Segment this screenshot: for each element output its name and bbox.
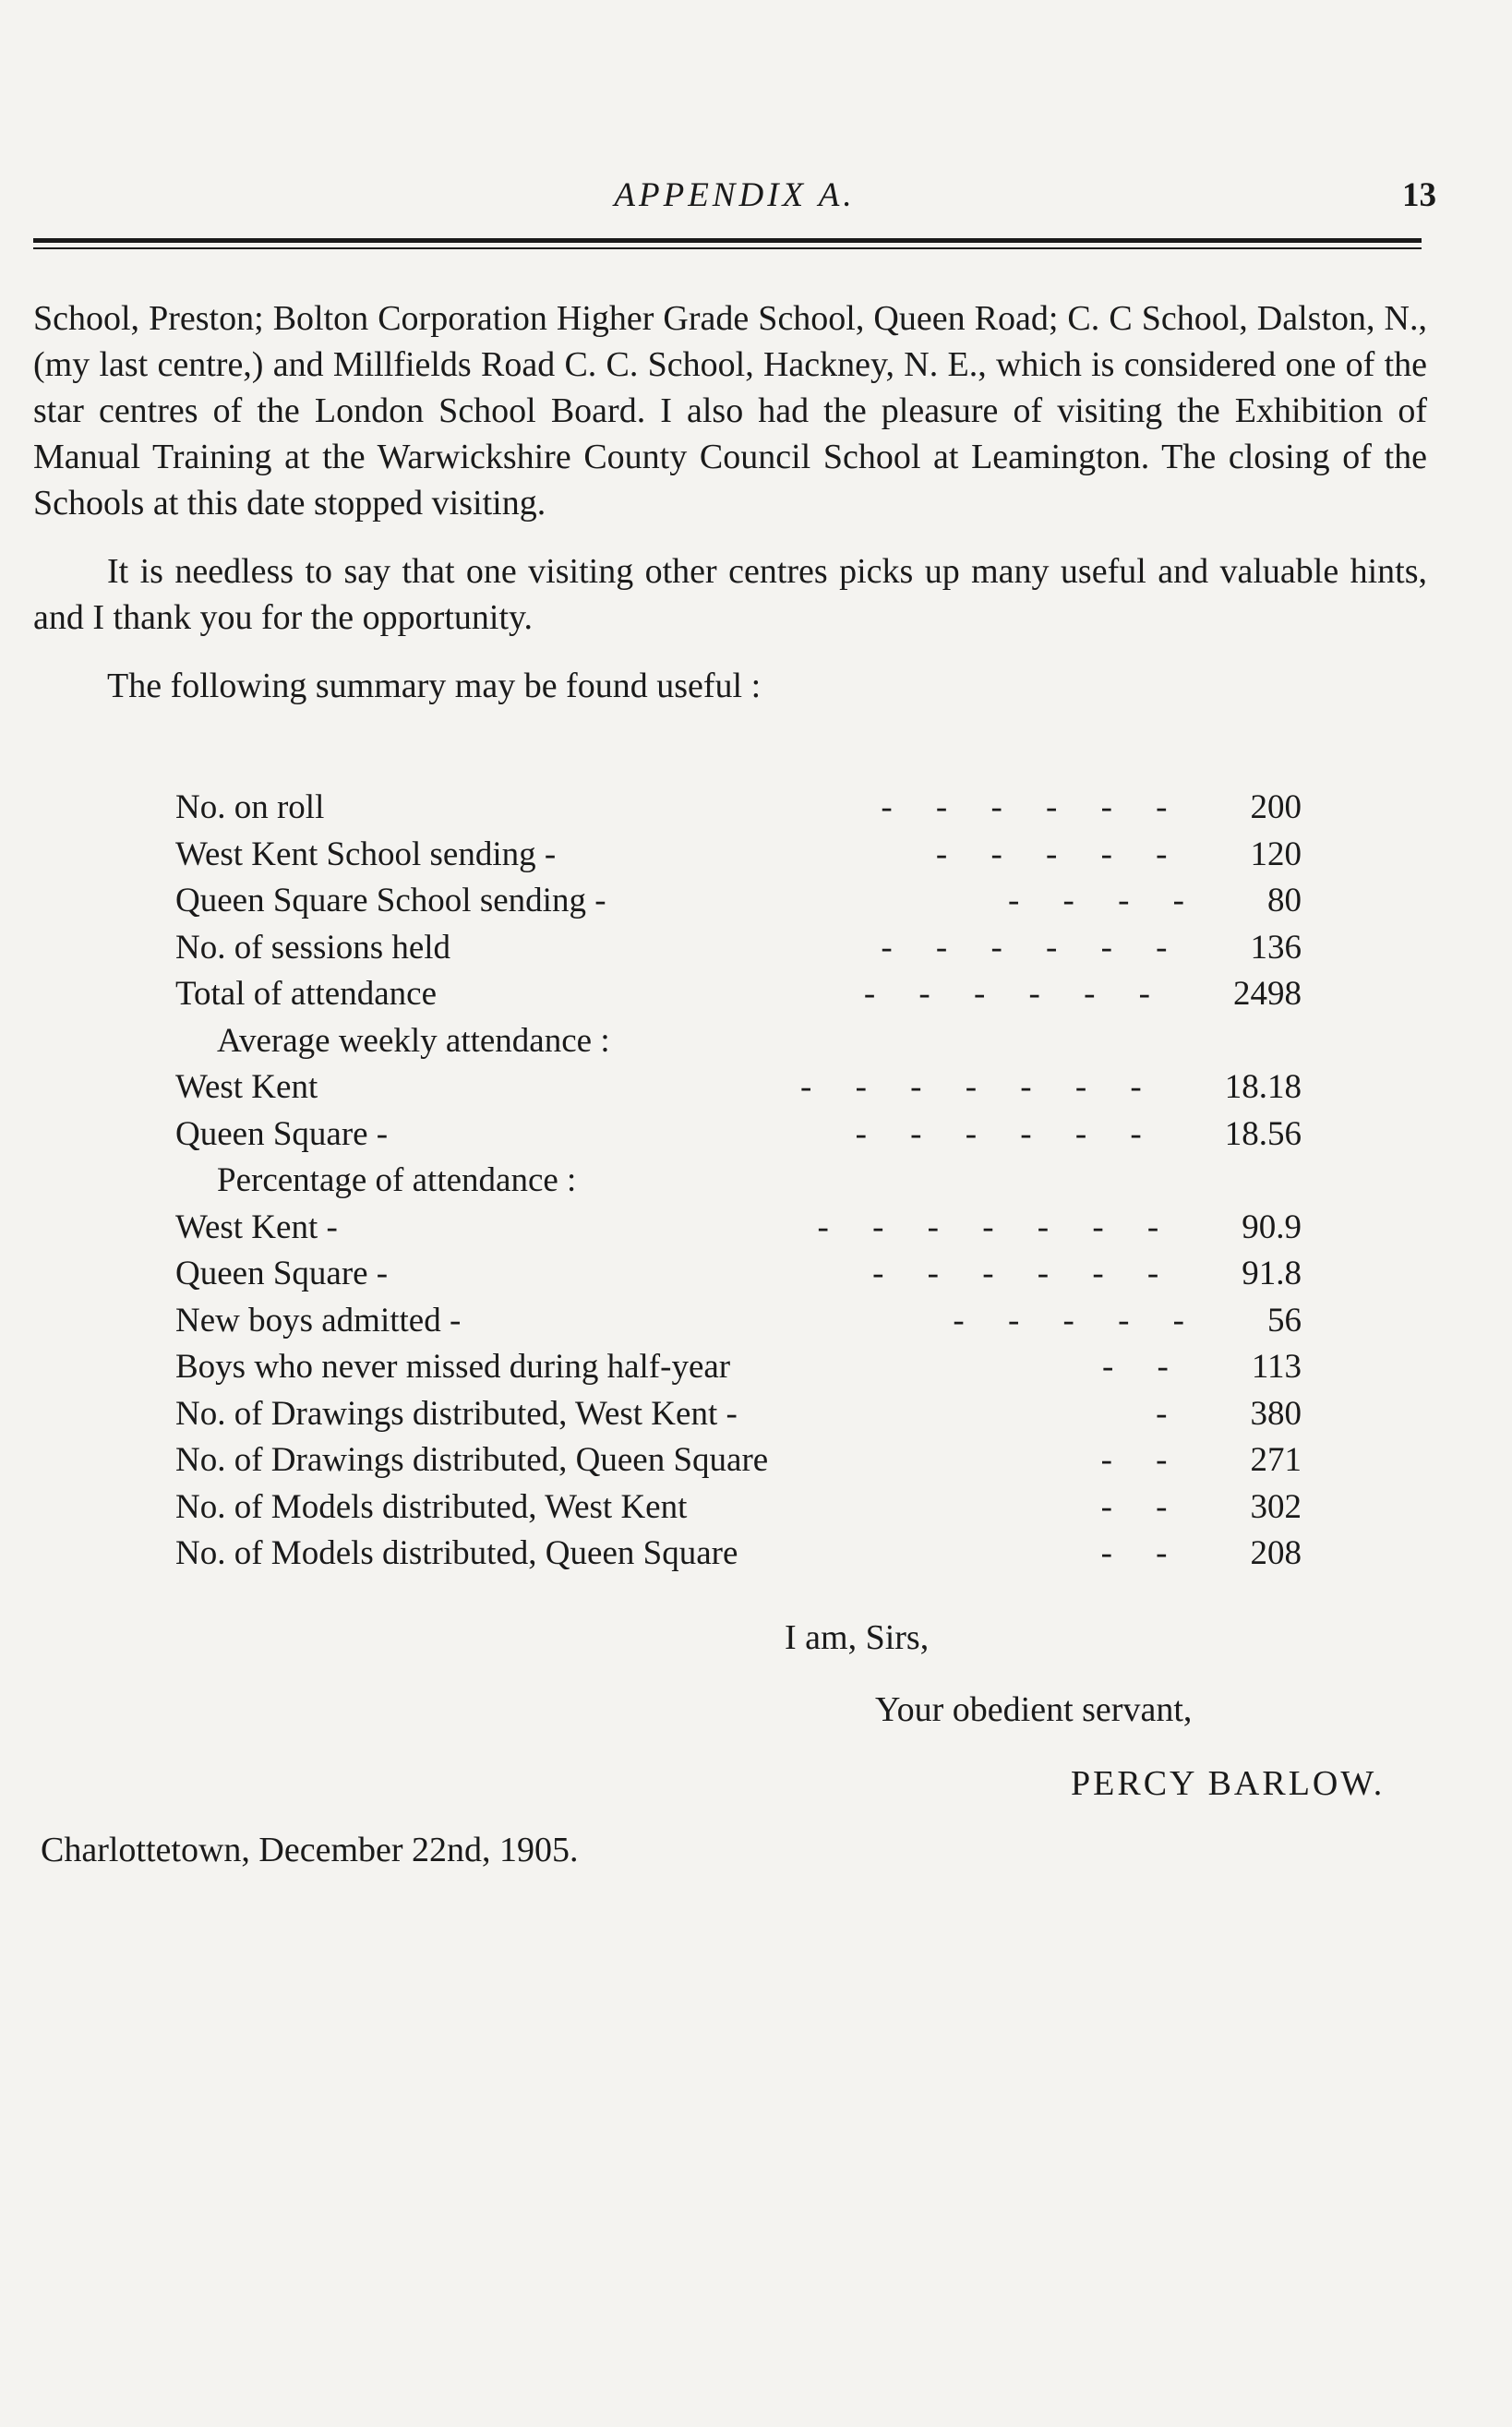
leader-dashes: - - - - — [1007, 882, 1184, 919]
valediction: Your obedient servant, — [875, 1690, 1193, 1729]
summary-value: 18.18 — [1224, 1068, 1302, 1106]
summary-label: New boys admitted - — [175, 1301, 462, 1340]
leader-dashes: - - — [1100, 1441, 1168, 1479]
summary-value: 18.56 — [1224, 1114, 1302, 1153]
summary-value: 113 — [1251, 1348, 1302, 1386]
summary-subheading — [175, 1158, 1302, 1205]
summary-label: No. on roll — [175, 788, 325, 826]
summary-row — [175, 1531, 1302, 1578]
summary-value: 136 — [1250, 928, 1302, 967]
summary-label: Queen Square School sending - — [175, 882, 606, 919]
place-date: Charlottetown, December 22nd, 1905. — [41, 1831, 579, 1869]
summary-row — [175, 1251, 1302, 1298]
leader-dashes: - - - - - - — [881, 928, 1168, 967]
summary-row — [175, 971, 1302, 1018]
leader-dashes: - - - - - - - — [817, 1207, 1159, 1246]
summary-value: 56 — [1267, 1301, 1302, 1340]
summary-row — [175, 925, 1302, 972]
leader-dashes: - - - - - - - — [800, 1068, 1142, 1106]
summary-row — [175, 1484, 1302, 1532]
leader-dashes: - - - - - - — [863, 975, 1150, 1013]
summary-value: 271 — [1250, 1441, 1302, 1479]
leader-dashes: - — [1156, 1394, 1168, 1433]
summary-value: 200 — [1250, 788, 1302, 826]
summary-value: 302 — [1250, 1487, 1302, 1526]
page-number: 13 — [1402, 176, 1436, 214]
summary-row — [175, 1111, 1302, 1159]
summary-label: Total of attendance — [175, 975, 437, 1013]
summary-value: 208 — [1250, 1534, 1302, 1572]
summary-value: 80 — [1267, 882, 1302, 919]
summary-row — [175, 1344, 1302, 1391]
leader-dashes: - - - - - - — [855, 1114, 1142, 1153]
summary-subheading-label: Percentage of attendance : — [217, 1161, 577, 1199]
summary-row — [175, 1298, 1302, 1345]
salutation: I am, Sirs, — [785, 1618, 930, 1657]
summary-value: 2498 — [1233, 975, 1302, 1013]
summary-subheading-label: Average weekly attendance : — [217, 1021, 610, 1060]
summary-intro: The following summary may be found useful : — [107, 667, 762, 705]
leader-dashes: - - — [1100, 1487, 1168, 1526]
summary-label: Boys who never missed during half-year — [175, 1348, 731, 1386]
summary-label: No. of Models distributed, West Kent — [175, 1487, 688, 1526]
summary-subheading — [175, 1018, 1302, 1065]
header-rule-thin — [33, 247, 1422, 249]
leader-dashes: - - - - - - — [881, 788, 1168, 826]
leader-dashes: - - — [1100, 1534, 1168, 1572]
leader-dashes: - - — [1101, 1348, 1169, 1386]
summary-value: 380 — [1250, 1394, 1302, 1433]
summary-table — [175, 785, 1302, 1578]
summary-label: West Kent - — [175, 1207, 338, 1246]
summary-label: Queen Square - — [175, 1255, 389, 1292]
summary-value: 91.8 — [1242, 1255, 1302, 1292]
summary-row — [175, 1437, 1302, 1484]
summary-value: 120 — [1250, 835, 1302, 873]
paragraph-hints: It is needless to say that one visiting other centres picks up many useful and valuable hints, and I thank you for the opportunity. — [33, 552, 1427, 637]
body-text — [33, 295, 1427, 722]
summary-row — [175, 1064, 1302, 1111]
running-title: APPENDIX A. — [614, 176, 856, 214]
summary-label: No. of Drawings distributed, West Kent - — [175, 1394, 738, 1433]
signature: PERCY BARLOW. — [1071, 1764, 1386, 1803]
summary-row — [175, 1391, 1302, 1438]
summary-label: No. of Drawings distributed, Queen Square — [175, 1441, 769, 1479]
leader-dashes: - - - - - - — [872, 1255, 1159, 1292]
summary-label: No. of sessions held — [175, 928, 451, 967]
summary-label: West Kent — [175, 1068, 318, 1106]
summary-label: Queen Square - — [175, 1114, 389, 1153]
header-rule-thick — [33, 238, 1422, 243]
summary-row — [175, 878, 1302, 925]
running-head — [33, 175, 1436, 222]
summary-label: West Kent School sending - — [175, 835, 557, 873]
summary-row — [175, 832, 1302, 879]
paragraph-visits: School, Preston; Bolton Corporation Higher Grade School, Queen Road; C. C School, Dalston, N., (my last centre,) and Millfields Road C. C. School, Hackney, N. E., which is considered one of the star centres of the London School Board. I also had the pleasure of visiting the Exhibition of Manual Training at the Warwickshire County Council School at Leamington. The closing of the Schools at this date stopped visiting. — [33, 299, 1427, 523]
summary-label: No. of Models distributed, Queen Square — [175, 1534, 738, 1572]
summary-row — [175, 785, 1302, 832]
leader-dashes: - - - - - — [953, 1301, 1184, 1340]
leader-dashes: - - - - - — [935, 835, 1168, 873]
summary-row — [175, 1205, 1302, 1252]
summary-value: 90.9 — [1242, 1207, 1302, 1246]
